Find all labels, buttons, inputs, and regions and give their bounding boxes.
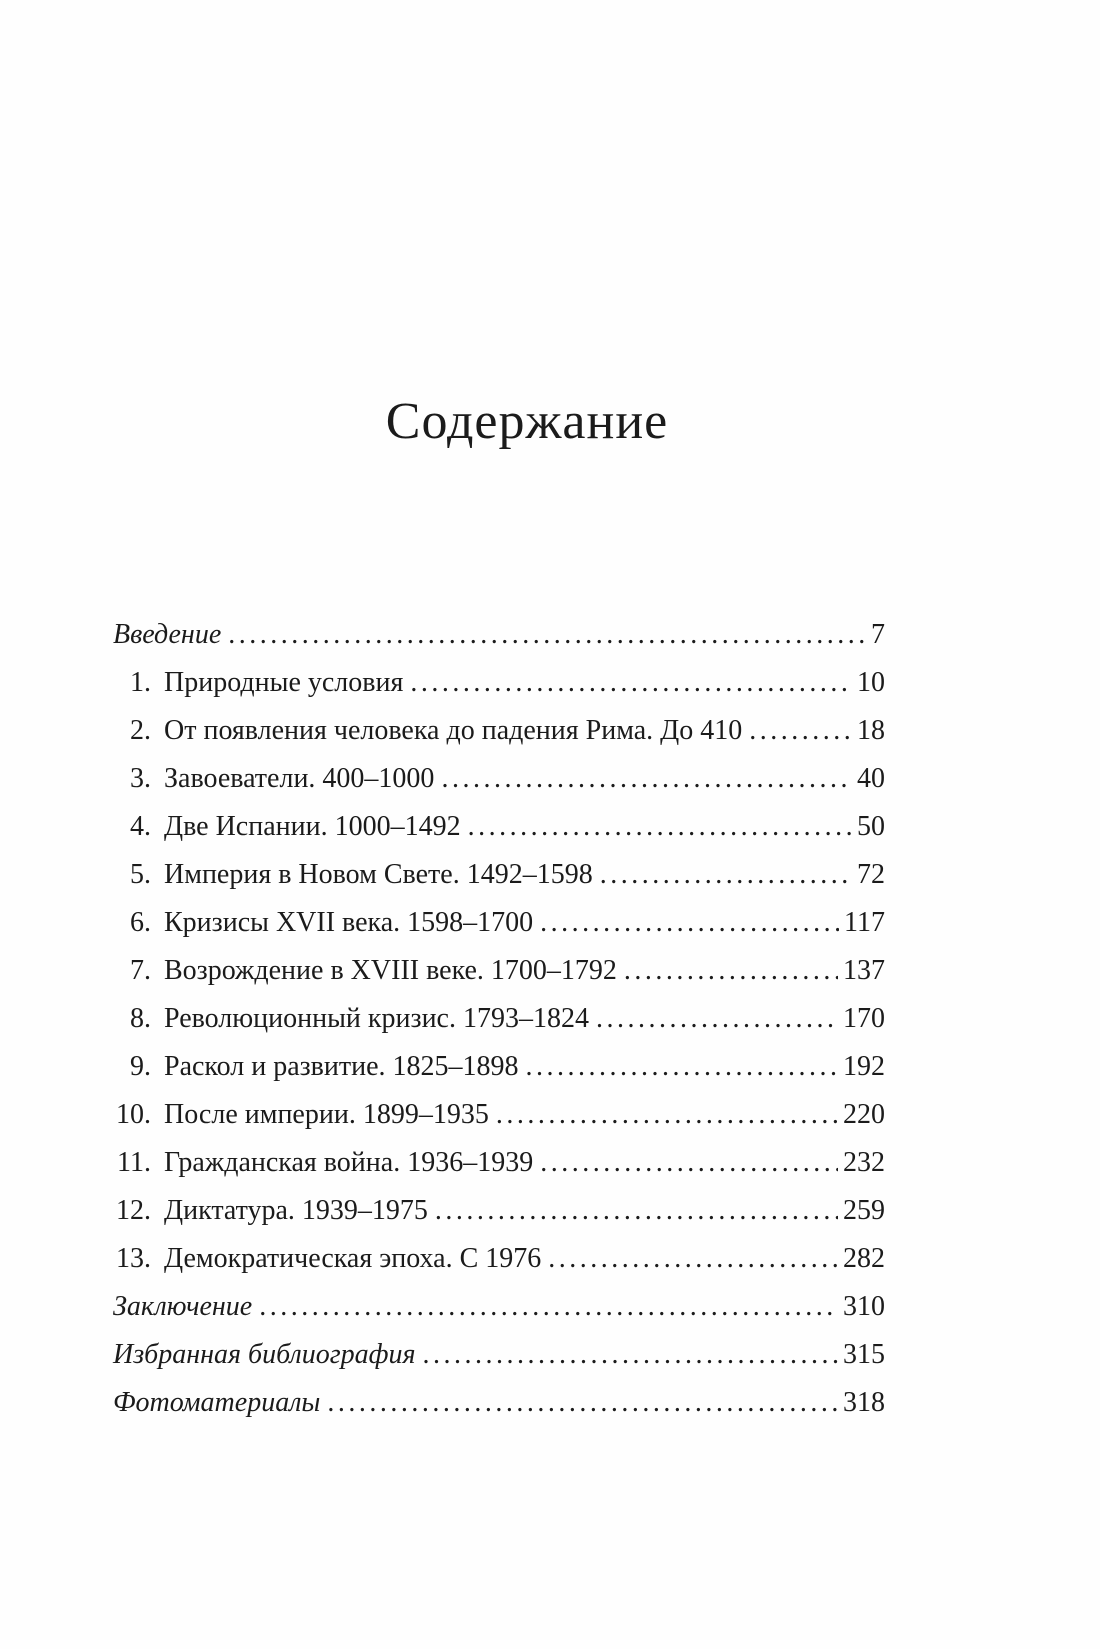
toc-entry-label: Кризисы XVII века. 1598–1700 [164,907,534,938]
toc-entry-page: 170 [843,1003,885,1034]
toc-entry-page: 192 [843,1051,885,1082]
toc-row [113,1388,885,1417]
toc-entry-label: Введение [113,619,222,650]
dot-leader [596,1004,838,1033]
toc-entry-label: От появления человека до падения Рима. До 410 [164,715,743,746]
dot-leader [624,956,838,985]
dot-leader [435,1196,838,1225]
dot-leader [496,1100,838,1129]
dot-leader [540,908,839,937]
toc-row [113,1244,885,1273]
toc-entry-label: Заключение [113,1291,253,1322]
toc-entry-page: 18 [857,715,885,746]
toc-entry-page: 50 [857,811,885,842]
toc-entry-number: 6. [130,907,151,938]
toc-row [113,956,885,985]
toc-row [113,1340,885,1369]
toc-entry-page: 40 [857,763,885,794]
toc-entry-page: 72 [857,859,885,890]
dot-leader [327,1388,838,1417]
toc-entry-number: 10. [116,1099,151,1130]
toc-entry-page: 137 [843,955,885,986]
toc-entry-label: Природные условия [164,667,404,698]
toc-entry-number: 4. [130,811,151,842]
toc-row [113,620,885,649]
toc-entry-page: 318 [843,1387,885,1418]
toc-entry-label: После империи. 1899–1935 [164,1099,489,1130]
table-of-contents [113,620,885,1417]
toc-row [113,1100,885,1129]
toc-row [113,1148,885,1177]
toc-row [113,668,885,697]
toc-row [113,716,885,745]
dot-leader [749,716,852,745]
toc-entry-page: 232 [843,1147,885,1178]
toc-entry-number: 12. [116,1195,151,1226]
toc-entry-label: Фотоматериалы [113,1387,321,1418]
toc-entry-label: Две Испании. 1000–1492 [164,811,461,842]
toc-chapter-list [113,668,885,1273]
dot-leader [410,668,852,697]
toc-front-matter [113,620,885,649]
dot-leader [600,860,852,889]
toc-entry-page: 310 [843,1291,885,1322]
dot-leader [423,1340,838,1369]
toc-entry-label: Демократическая эпоха. С 1976 [164,1243,542,1274]
toc-entry-page: 259 [843,1195,885,1226]
toc-entry-number: 11. [117,1147,151,1178]
toc-entry-number: 8. [130,1003,151,1034]
toc-entry-number: 7. [130,955,151,986]
dot-leader [441,764,852,793]
toc-entry-label: Избранная библиография [113,1339,416,1370]
dot-leader [259,1292,838,1321]
toc-entry-number: 3. [130,763,151,794]
toc-row [113,1052,885,1081]
toc-entry-page: 7 [871,619,885,650]
toc-entry-page: 282 [843,1243,885,1274]
toc-entry-label: Диктатура. 1939–1975 [164,1195,428,1226]
toc-entry-label: Завоеватели. 400–1000 [164,763,435,794]
toc-row [113,764,885,793]
toc-entry-label: Гражданская война. 1936–1939 [164,1147,534,1178]
dot-leader [228,620,866,649]
toc-entry-label: Раскол и развитие. 1825–1898 [164,1051,519,1082]
dot-leader [468,812,852,841]
toc-entry-label: Возрождение в XVIII веке. 1700–1792 [164,955,617,986]
toc-entry-page: 10 [857,667,885,698]
toc-entry-number: 2. [130,715,151,746]
toc-row [113,908,885,937]
dot-leader [540,1148,838,1177]
title-wrap [0,0,1054,448]
toc-entry-label: Революционный кризис. 1793–1824 [164,1003,589,1034]
dot-leader [526,1052,838,1081]
toc-row [113,812,885,841]
page-title: Содержание [385,393,669,450]
toc-entry-page: 220 [843,1099,885,1130]
toc-entry-number: 1. [130,667,151,698]
toc-row [113,860,885,889]
toc-entry-page: 117 [844,907,885,938]
toc-row [113,1292,885,1321]
toc-row [113,1004,885,1033]
toc-entry-number: 5. [130,859,151,890]
toc-entry-page: 315 [843,1339,885,1370]
toc-row [113,1196,885,1225]
toc-back-matter [113,1292,885,1417]
toc-entry-label: Империя в Новом Свете. 1492–1598 [164,859,593,890]
dot-leader [548,1244,838,1273]
toc-entry-number: 13. [116,1243,151,1274]
toc-entry-number: 9. [130,1051,151,1082]
